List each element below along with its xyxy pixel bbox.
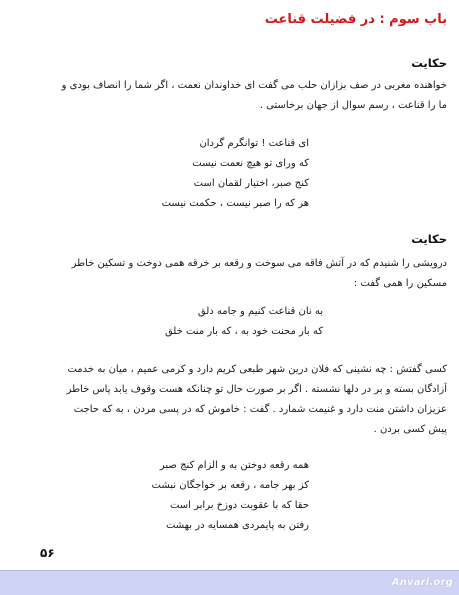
paragraph-line: مسکین را همی گفت : [353,278,447,289]
poem-line: به نان قناعت کنیم و جامه دلق [197,306,323,317]
section-1-poem [162,134,309,214]
poem-line: که ورای تو هیچ نعمت نیست [192,158,309,169]
poem-line: که بار محنت خود به ، که بار منت خلق [164,326,323,337]
paragraph-line: عزیزان داشتن منت دارد و غنیمت شمارد . گفت : خاموش که در پسی مردن ، به که حاجت [73,404,447,415]
section-1-paragraph [12,76,447,116]
section-heading-2: حکایت [411,232,447,246]
page-number: ۵۶ [40,546,55,560]
section-2-paragraph [12,254,447,294]
section-2-poem-2 [152,456,309,536]
paragraph-line: پیش کسی بردن . [373,424,447,435]
paragraph-line: کسی گفتش : چه نشینی که فلان درین شهر طبعی کریم دارد و کرمی عمیم ، میان به خدمت [67,364,447,375]
poem-line: ای قناعت ! توانگرم گردان [199,138,309,149]
paragraph-line: درویشی را شنیدم که در آتش فاقه می سوخت و رقعه بر خرقه همی دوخت و تسکین خاطر [71,258,447,269]
poem-line: همه رقعه دوختن به و الزام کنج صبر [159,460,309,471]
poem-line: کز بهر جامه ، رقعه بر خواجگان نبشت [151,480,309,491]
poem-line: حقا که با عقوبت دوزخ برابر است [169,500,309,511]
paragraph-line: ما را قناعت ، رسم سوال از جهان برخاستی . [259,100,447,111]
poem-line: هر که را صبر نیست ، حکمت نیست [161,198,309,209]
section-heading-1: حکایت [411,56,447,70]
poem-line: رفتن به پایمردی همسایه در بهشت [165,520,309,531]
paragraph-line: آزادگان بسته و بر در دلها نشسته . اگر بر صورت حال تو چنانکه هست وقوف یابد پاس خاطر [66,384,447,395]
poem-line: کنج صبر، اختیار لقمان است [193,178,309,189]
watermark-logo: Anvari.org [391,577,453,588]
chapter-title: باب سوم : در فضیلت قناعت [264,12,447,27]
section-2-poem [165,302,323,342]
section-2-paragraph-2 [12,360,447,440]
footer-bar [0,570,459,595]
paragraph-line: خواهنده مغربی در صف بزازان حلب می گفت ای خداوندان نعمت ، اگر شما را انصاف بودی و [61,80,447,91]
